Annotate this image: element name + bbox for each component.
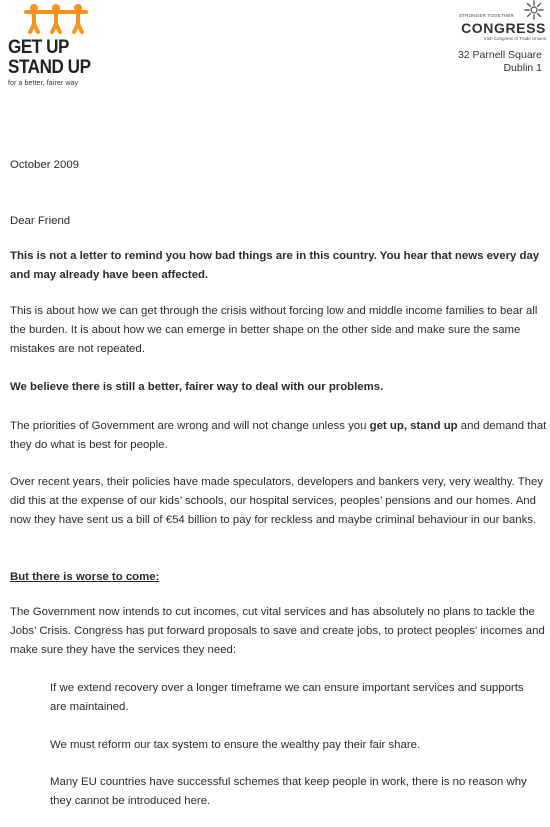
congress-tagline: STRONGER TOGETHER [459, 13, 514, 18]
get-up-emphasis: get up [369, 420, 404, 432]
paragraph-priorities [10, 417, 548, 455]
priorities-text-start: The priorities of Government are wrong and will not change unless you [10, 420, 370, 432]
paragraph-belief: We believe there is still a better, fairer way to deal with our problems. [10, 381, 384, 393]
congress-subtitle: Irish Congress of Trade Unions [483, 36, 546, 41]
brand-line-2: STAND UP [8, 57, 91, 78]
paragraph-government: The Government now intends to cut incomes, cut vital services and has absolutely no plans to tackle the Jobs’ Crisis. Congress has put forward proposals to save and create jobs, to protect peoples’ incomes and make sure they have the services they need: [10, 606, 545, 656]
people-holding-hands-icon [22, 2, 90, 34]
stand-up-emphasis: stand up [410, 420, 458, 432]
comma-emphasis: , [403, 420, 411, 432]
priorities-text-end: and demand that they do what is best for people. [10, 420, 547, 451]
paragraph-intro: This is not a letter to remind you how bad things are in this country. You hear that news every day and may already have been affected. [10, 250, 540, 281]
congress-name: CONGRESS [461, 20, 546, 36]
paragraph-policies: Over recent years, their policies have made speculators, developers and bankers very, very wealthy. They did this at the expense of our kids’ schools, our hospital services, peoples’ pensions and our homes. And now they have sent us a bill of €54 billion to pay for reckless and maybe criminal behaviour in our banks. [10, 476, 544, 526]
brand-tagline: for a better, fairer way [8, 80, 79, 87]
address-line-1: 32 Parnell Square [457, 49, 542, 61]
proposal-recovery: If we extend recovery over a longer timeframe we can ensure important services and supports are maintained. [50, 682, 524, 713]
paragraph-purpose: This is about how we can get through the crisis without forcing low and middle income families to bear all the burden. It is about how we can emerge in better shape on the other side and make sure the same mistakes are not repeated. [10, 305, 538, 355]
paragraph-worse-heading: But there is worse to come: [10, 571, 160, 583]
sunburst-icon [524, 0, 544, 20]
letter-date: October 2009 [10, 159, 80, 171]
brand-line-1: GET UP [8, 37, 69, 58]
get-up-stand-up-logo [8, 2, 128, 87]
address-line-2: Dublin 1 [503, 62, 542, 74]
congress-header [426, 0, 546, 75]
proposal-eu-schemes: Many EU countries have successful schemes that keep people in work, there is no reason why they cannot be introduced here. [50, 776, 527, 807]
proposal-tax: We must reform our tax system to ensure the wealthy pay their fair share. [50, 739, 421, 751]
salutation: Dear Friend [10, 215, 71, 227]
